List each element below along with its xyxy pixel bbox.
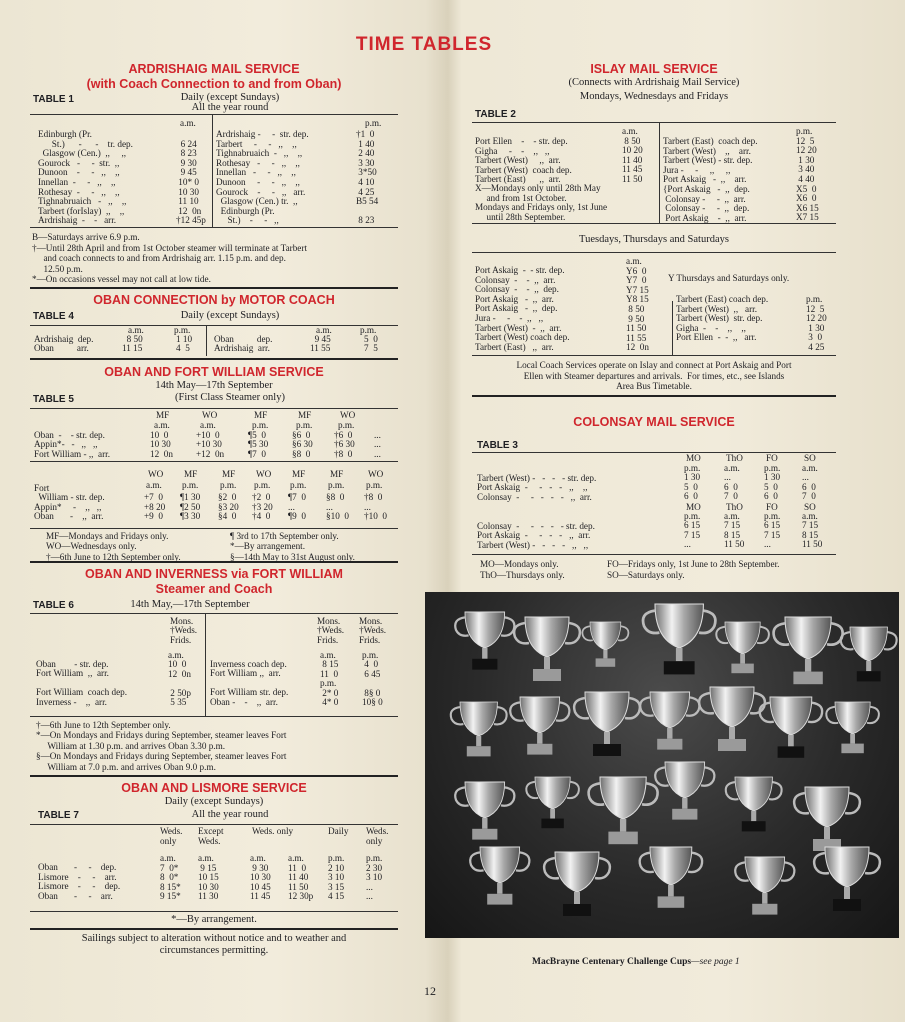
table3-ret-times: p.m. 6 15 7 15 ... <box>764 510 781 550</box>
table6-label: TABLE 6 <box>33 599 74 611</box>
table5-ret-ampm: p.m. <box>220 479 237 490</box>
table3-note-fo: FO—Fridays only, 1st June to 28th September. <box>607 558 780 569</box>
table5-title: OBAN AND FORT WILLIAM SERVICE <box>104 364 324 379</box>
table7-stations: Oban - - dep. Lismore - - arr. Lismore - - dep. Oban - - arr. <box>38 862 121 901</box>
trophy-cup <box>526 777 579 828</box>
trophy-cup <box>735 857 794 915</box>
table2-label: TABLE 2 <box>475 109 516 120</box>
table5-ret-ampm: p.m. <box>254 479 271 490</box>
table5-out-ampm: a.m. <box>200 419 216 430</box>
trophy-cup <box>655 762 714 820</box>
table4-c4-head: p.m. <box>360 324 377 335</box>
table5-ret-times: +7 0 +8 20 +9 0 <box>144 492 166 522</box>
table3-head: MO <box>686 452 701 463</box>
cups-illustration <box>425 592 899 938</box>
right-column <box>472 62 836 583</box>
table1-left-stations: Edinburgh (Pr. St.) - - tr. dep. Glasgow (Cen.) ,, ,, Gourock - - str. ,, Dunoon - - ,, ,, Innellan - - ,, ,, Rothesay - - ,, ,, Tighnabruaich - ,, ,, Tarbert (forIslay) ,, ,, Ardrishaig - - arr. <box>38 129 133 226</box>
table6-right-times-a: a.m. 8 15 11 0 p.m. 2* 0 4* 0 <box>320 649 339 708</box>
table5-ret-ampm: p.m. <box>328 479 345 490</box>
trophy-cup <box>582 622 628 667</box>
table5-ret-head: MF <box>330 468 344 479</box>
ardrishaig-subtitle: (with Coach Connection to and from Oban) <box>86 77 342 91</box>
table5-ret-head: MF <box>184 468 198 479</box>
table4-c4: 5 0 7 5 <box>364 333 378 354</box>
trophy-cup <box>841 627 897 681</box>
table6-dates: 14th May,—17th September <box>130 598 250 610</box>
table7-label: TABLE 7 <box>38 810 79 821</box>
table6-head-c: Mons. †Weds. Frids. <box>359 615 387 645</box>
table7-note: *—By arrangement. <box>171 914 257 925</box>
trophy-cup <box>640 692 699 750</box>
table5-out-times: ... ... ... <box>374 429 381 459</box>
challenge-cups-photo <box>425 592 899 938</box>
table5-notes-right: ¶ 3rd to 17th September only. *—By arrangement. §—14th May to 31st August only. <box>230 530 355 562</box>
table7-period: All the year round <box>191 809 269 820</box>
table5-ret-times: ¶1 30 ¶2 50 ¶3 30 <box>180 492 201 522</box>
table7-times: a.m. 7 0* 8 0* 8 15* 9 15* <box>160 853 181 902</box>
table1-label: TABLE 1 <box>33 94 74 105</box>
trophy-cup <box>470 847 529 905</box>
table3-head: SO <box>804 452 816 463</box>
table5-out-times: +10 0 +10 30 +12 0n <box>196 429 225 459</box>
table3-head2: FO <box>766 501 778 512</box>
trophy-cup <box>451 702 507 756</box>
trophy-cup <box>544 852 610 916</box>
table5-return <box>30 461 398 528</box>
table2-v2: p.m. 12 5 12 20 1 30 3 40 4 40 X5 0 X6 0 X6 15 X7 15 <box>796 126 819 223</box>
trophy-cup <box>774 617 843 684</box>
table5-ret-ampm: a.m. <box>146 479 162 490</box>
trophy-cup <box>814 847 880 911</box>
table6-subtitle: Steamer and Coach <box>155 581 273 596</box>
table6-head-a: Mons. †Weds. Frids. <box>170 615 198 645</box>
table4-r2: Ardrishaig arr. <box>214 342 270 353</box>
table3-out-times: a.m. ... 6 0 7 0 <box>802 462 818 502</box>
table3-out-times: a.m. ... 6 0 7 0 <box>724 462 740 502</box>
table5-out-times: †6 0 †6 30 †8 0 <box>334 429 355 459</box>
islay-days: Mondays, Wednesdays and Fridays <box>579 91 729 102</box>
table5-outbound-stations: Oban - - str. dep. Appin*- - ,, ,, Fort William - ,, arr. <box>34 429 111 459</box>
page-title: TIME TABLES <box>355 34 493 55</box>
table7-times: a.m. 9 15 10 15 10 30 11 30 <box>198 853 219 902</box>
table2-st4: Tarbert (East) coach dep. Tarbert (West) ,, arr. Tarbert (West) str. dep. Gigha - - ,, ,, Port Ellen - - ,, arr. <box>676 294 769 343</box>
table3-head2: ThO <box>726 501 743 512</box>
trophy-cup <box>640 847 702 908</box>
table4-c2: 1 10 4 5 <box>176 333 193 354</box>
left-column <box>30 62 398 957</box>
table3-head: ThO <box>726 452 743 463</box>
trophy-cup <box>643 604 715 674</box>
table7-days: Daily (except Sundays) <box>164 796 264 807</box>
table7-times: p.m. 2 30 3 10 ... ... <box>366 853 383 902</box>
table5-out-head: MF <box>298 409 312 420</box>
table3-ret-times: p.m. 6 15 7 15 ... <box>684 510 701 550</box>
table1-days: Daily (except Sundays) <box>180 92 280 103</box>
table3-out-times: p.m. 1 30 5 0 6 0 <box>764 462 781 502</box>
table3-head2: MO <box>686 501 701 512</box>
table4-r1: Oban dep. <box>214 333 273 344</box>
table5-ret-head: MF <box>292 468 306 479</box>
table1-right-stations: Ardrishaig - - str. dep. Tarbert - - ,, ,, Tighnabruaich - ,, ,, Rothesay - - ,, ,, Innellan - - ,, ,, Dunoon - - ,, ,, Gourock - - ,, arr. Glasgow (Cen.) tr. ,, Edinburgh (Pr. St.) - - ,, <box>216 129 309 226</box>
table3-st2: Colonsay - - - - - str. dep. Port Askaig - - - - ,, arr. Tarbert (West) - - - - ,, ,, <box>477 520 595 550</box>
table4-c1: 8 50 11 15 <box>122 333 143 354</box>
photo-caption <box>532 957 740 967</box>
table5-out-head: WO <box>202 409 218 420</box>
islay-local-note: Local Coach Services operate on Islay and connect at Port Askaig and Port Ellen with Steamer departures and arrivals. For times, etc., see Islands Area Bus Timetable. <box>516 360 792 391</box>
trophy-cup <box>794 787 860 851</box>
table5-outbound <box>30 408 398 461</box>
table5-label: TABLE 5 <box>33 393 74 405</box>
table6-notes: †—6th June to 12th September only. *—On Mondays and Fridays during September, steamer leaves Fort William at 1.30 p.m. and arrives Oban 3.30 p.m. §—On Mondays and Fridays during September, steamer leaves Fort William at 7.0 p.m. and arrives Oban 9.0 p.m. <box>36 719 287 772</box>
table5-out-times: 10 0 10 30 12 0n <box>150 429 173 459</box>
table5-out-ampm: p.m. <box>296 419 313 430</box>
table1-right-times: †1 0 1 40 2 40 3 30 3*50 4 10 4 25 B5 54 8 23 <box>356 129 379 226</box>
table1-period: All the year round <box>191 102 269 113</box>
table5-notes-left: MF—Mondays and Fridays only. WO—Wednesdays only. †—6th June to 12th September only. <box>46 530 181 562</box>
table4-title: OBAN CONNECTION by MOTOR COACH <box>93 292 335 307</box>
table5-ret-ampm: p.m. <box>366 479 383 490</box>
table4-row1: Ardrishaig dep. <box>34 333 94 344</box>
table5-out-head: MF <box>156 409 170 420</box>
caption-suffix: —see page 1 <box>691 957 740 967</box>
table5-ret-times: †8 0 ... †10 0 <box>364 492 387 522</box>
table2-st3: Port Askaig - - str. dep. Colonsay - - ,, arr. Colonsay - - ,, dep. Port Askaig - ,, arr. Port Askaig - ,, dep. Jura - - - ,, ,, Tarbert (West) - ,, arr. Tarbert (West) coach dep. Tarbert (East) ,, arr. <box>475 265 570 352</box>
table5-out-head: MF <box>254 409 268 420</box>
table4-row2: Oban arr. <box>34 342 89 353</box>
trophy-cup <box>510 697 569 755</box>
islay-subtitle: (Connects with Ardrishaig Mail Service) <box>568 77 740 88</box>
table7-times: a.m. 9 30 10 30 10 45 11 45 <box>250 853 271 902</box>
table2-st2: Tarbert (East) coach dep. Tarbert (West) ,, arr. Tarbert (West) - str. dep. Jura - - ,, ,, Port Askaig - ,, arr. {Port Askaig - ,, dep. Colonsay - - ,, arr. Colonsay - - ,, dep. Port Askaig - ,, arr. <box>663 136 758 223</box>
table6-left-times: a.m. 10 0 12 0n 2 50p 5 35 <box>168 649 191 708</box>
trophy-cup <box>699 687 765 751</box>
table5-out-ampm: a.m. <box>154 419 170 430</box>
table3-note-mo: MO—Mondays only. <box>480 558 559 569</box>
table2-note1: X—Mondays only until 28th May and from 1st October. Mondays and Fridays only, 1st June until 28th September. <box>475 183 608 222</box>
table5-ret-ampm: p.m. <box>182 479 199 490</box>
table1-left-ampm: a.m. <box>180 118 196 128</box>
table7-head: Daily <box>328 826 349 836</box>
table5-ret-times: ¶7 0 ... ¶9 0 <box>288 492 306 522</box>
table4-days: Daily (except Sundays) <box>180 309 280 321</box>
page-number: 12 <box>424 984 436 998</box>
table2-v3: a.m. Y6 0 Y7 0 Y7 15 Y8 15 8 50 9 50 11 50 11 55 12 0n <box>626 256 649 353</box>
table3-ret-times: a.m. 7 15 8 15 11 50 <box>802 510 823 550</box>
table5-ret-head: WO <box>368 468 384 479</box>
table5-out-times: ¶5 0 ¶5 30 ¶7 0 <box>248 429 269 459</box>
table4-c2-head: p.m. <box>174 324 191 335</box>
islay-title: ISLAY MAIL SERVICE <box>590 62 718 76</box>
table2-days2: Tuesdays, Thursdays and Saturdays <box>579 234 729 245</box>
table3-grid <box>472 434 836 554</box>
table6-title: OBAN AND INVERNESS via FORT WILLIAM <box>85 566 343 581</box>
caption-text: MacBrayne Centenary Challenge Cups <box>532 957 692 967</box>
ardrishaig-title: ARDRISHAIG MAIL SERVICE <box>128 62 300 76</box>
table6-head-b: Mons. †Weds. Frids. <box>317 615 345 645</box>
sailings-footer: Sailings subject to alteration without notice and to weather and circumstances permitting. <box>81 933 347 956</box>
trophy-cup <box>726 777 782 831</box>
trophy-cup <box>760 697 822 758</box>
trophy-cup <box>514 617 580 681</box>
table5-return-stations: Fort William - str. dep. Appin* - ,, ,, Oban - ,, arr. <box>34 482 105 522</box>
table5-out-times: §6 0 §6 30 §8 0 <box>292 429 313 459</box>
table2-v1: a.m. 8 50 10 20 11 40 11 45 11 50 <box>622 126 643 184</box>
table5-ret-ampm: p.m. <box>290 479 307 490</box>
table5-ret-times: §8 0 ... §10 0 <box>326 492 349 522</box>
trophy-cup <box>589 777 658 844</box>
table1-notes: B—Saturdays arrive 6.9 p.m. †—Until 28th April and from 1st October steamer will terminate at Tarbert and coach connects to and from Ardrishaig arr. 1.15 p.m. and dep. 12.50 p.m. *—On occasions vessel may not call at low tide. <box>32 232 307 284</box>
table3-note-tho: ThO—Thursdays only. <box>480 569 565 580</box>
table3-note-so: SO—Saturdays only. <box>607 569 685 580</box>
trophy-cup <box>826 702 879 753</box>
table4-c1-head: a.m. <box>128 324 144 335</box>
table3-head2: SO <box>804 501 816 512</box>
table7-head: Weds. only <box>252 826 294 836</box>
table5-out-ampm: p.m. <box>252 419 269 430</box>
table5-ret-times: †2 0 †3 20 †4 0 <box>252 492 273 522</box>
colonsay-title: COLONSAY MAIL SERVICE <box>573 414 735 429</box>
table7-times: p.m. 2 10 3 10 3 15 4 15 <box>328 853 345 902</box>
table7-grid <box>30 824 398 911</box>
table2-y-note: Y Thursdays and Saturdays only. <box>668 273 790 283</box>
table2-v4: p.m. 12 5 12 20 1 30 3 0 4 25 <box>806 294 827 352</box>
table7-times: a.m. 11 0 11 40 11 50 12 30p <box>288 853 314 902</box>
table7-head: Weds. only <box>366 826 389 846</box>
table4-label: TABLE 4 <box>33 310 74 322</box>
table5-ret-times: §2 0 §3 20 §4 0 <box>218 492 239 522</box>
table4-c3: 9 45 11 55 <box>310 333 331 354</box>
table6-left-stations: Oban - str. dep. Fort William ,, arr. Fort William coach dep. Inverness - ,, arr. <box>36 658 128 707</box>
trophy-cup <box>716 622 769 673</box>
table3-st1: Tarbert (West) - - - - str. dep. Port Askaig - - - - ,, ,, Colonsay - - - - - ,, arr. <box>477 472 597 502</box>
table7-head: Except Weds. <box>198 826 224 846</box>
table3-label: TABLE 3 <box>477 439 518 451</box>
table5-ret-head: WO <box>256 468 272 479</box>
table1-right-ampm: p.m. <box>365 118 382 128</box>
table5-ret-head: MF <box>222 468 236 479</box>
table4-c3-head: a.m. <box>316 324 332 335</box>
table5-out-ampm: p.m. <box>338 419 355 430</box>
trophy-cup <box>455 782 514 840</box>
table7-head: Weds. only <box>160 826 183 846</box>
table5-dates: 14th May—17th September <box>155 379 273 391</box>
table5-out-head: WO <box>340 409 356 420</box>
table6-right-stations: Inverness coach dep. Fort William ,, arr. Fort William str. dep. Oban - - ,, arr. <box>210 658 289 707</box>
table6-right-times-b: p.m. 4 0 6 45 8§ 0 10§ 0 <box>362 649 383 708</box>
table5-note: (First Class Steamer only) <box>175 391 285 403</box>
trophy-cup <box>574 692 640 756</box>
table2-st1: Port Ellen - - str. dep. Gigha - - ,, ,, Tarbert (West) ,, arr. Tarbert (West) coach dep. Tarbert (East) ,, arr. <box>475 136 572 185</box>
table3-head: FO <box>766 452 778 463</box>
table3-out-times: p.m. 1 30 5 0 6 0 <box>684 462 701 502</box>
trophy-cup <box>455 612 514 670</box>
table3-ret-times: a.m. 7 15 8 15 11 50 <box>724 510 745 550</box>
table1-left-times: 6 24 8 23 9 30 9 45 10* 0 10 30 11 10 12 0n †12 45p <box>176 138 206 226</box>
table5-ret-head: WO <box>148 468 164 479</box>
table7-title: OBAN AND LISMORE SERVICE <box>121 781 307 795</box>
